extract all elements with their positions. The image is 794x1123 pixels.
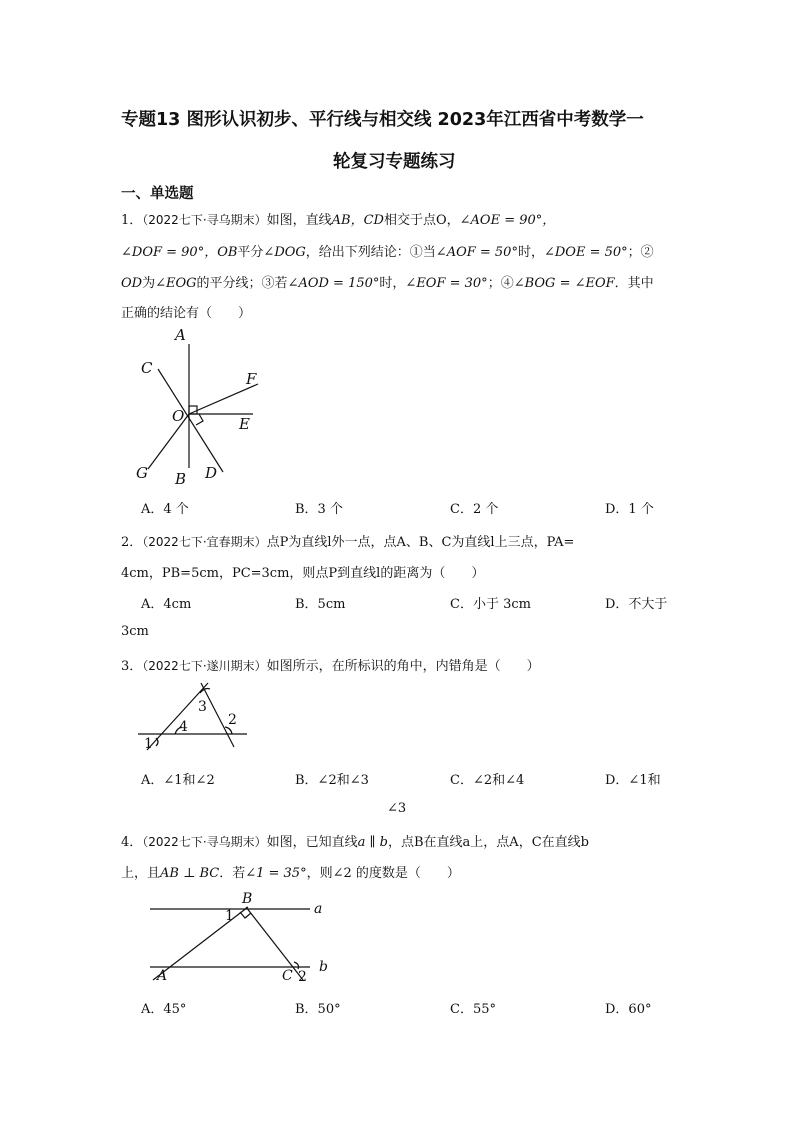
- label-line-a: a: [314, 901, 323, 917]
- q1-text: 如图，直线: [266, 213, 332, 228]
- label-b: B: [175, 470, 187, 488]
- label-o: O: [172, 407, 185, 425]
- q1-figure: [125, 322, 285, 492]
- segment-bc: [246, 907, 303, 980]
- q1-text: ，给出下列结论：①当: [305, 245, 436, 260]
- label-g: G: [136, 464, 148, 482]
- angle-label-4: 4: [179, 719, 188, 735]
- q3-text: 如图所示，在所标识的角中，内错角是（ ）: [266, 659, 540, 674]
- q3-figure: [135, 680, 255, 760]
- angle-label-1: 1: [225, 908, 234, 924]
- q2-option-d-continued: 3cm: [121, 624, 149, 639]
- label-b: B: [242, 891, 253, 907]
- q1-text: 相交于点O，: [383, 213, 460, 228]
- q4-text: 上，且: [121, 866, 161, 881]
- q1-math: AB，CD: [331, 213, 384, 228]
- q4-number: 4．: [121, 835, 143, 850]
- q2-option-b[interactable]: B．5cm: [295, 597, 346, 612]
- q2-option-d[interactable]: D．不大于: [605, 597, 668, 612]
- q1-math: ∠EOF = 30°: [405, 276, 488, 291]
- q1-line-3: [121, 272, 654, 291]
- q1-math: OD: [121, 276, 143, 291]
- q1-text: ．其中: [614, 276, 654, 291]
- angle-label-3: 3: [198, 699, 207, 715]
- label-d: D: [205, 464, 218, 482]
- q4-text: ，则∠2 的度数是（ ）: [306, 866, 460, 881]
- q1-option-d[interactable]: D．1 个: [605, 502, 654, 517]
- q1-math: ∠AOD = 150°: [287, 276, 380, 291]
- label-c: C: [282, 968, 293, 984]
- title-line-1: 专题13 图形认识初步、平行线与相交线 2023年江西省中考数学一: [121, 110, 644, 130]
- label-a: A: [175, 326, 186, 344]
- q1-text: ；④: [487, 276, 514, 291]
- q1-line-4: 正确的结论有（ ）: [121, 306, 252, 321]
- q1-option-c[interactable]: C．2 个: [450, 502, 499, 517]
- q1-line-2: [121, 241, 654, 260]
- arc-2: [294, 962, 299, 969]
- q1-text: 为: [142, 276, 156, 291]
- label-e: E: [239, 415, 250, 433]
- angle-label-2: 2: [298, 969, 307, 985]
- q4-option-b[interactable]: B．50°: [295, 1002, 341, 1017]
- q4-math: ∠1 = 35°: [245, 866, 307, 881]
- q3-number: 3．: [121, 659, 143, 674]
- right-angle-mark-b: [240, 912, 251, 918]
- q1-text: 平分: [237, 245, 264, 260]
- q3-option-d-continued: ∠3: [387, 801, 407, 816]
- label-a: A: [157, 968, 168, 984]
- q4-option-c[interactable]: C．55°: [450, 1002, 496, 1017]
- q1-text: ；②: [627, 245, 654, 260]
- q1-math: ∠AOF = 50°: [435, 245, 518, 260]
- q1-math: ∠DOE = 50°: [543, 245, 628, 260]
- q2-option-a[interactable]: A．4cm: [141, 597, 192, 612]
- q3-line-1: [121, 655, 540, 674]
- q4-text: 如图，已知直线: [266, 835, 358, 850]
- q2-number: 2．: [121, 535, 143, 550]
- angle-label-1: 1: [144, 736, 153, 752]
- q4-text: ．若: [219, 866, 246, 881]
- q2-option-c[interactable]: C．小于 3cm: [450, 597, 531, 612]
- q4-math: a ∥ b: [357, 835, 388, 850]
- line-cd: [158, 369, 223, 472]
- angle-label-2: 2: [228, 712, 237, 728]
- label-c: C: [141, 359, 153, 377]
- q1-math: ∠DOF = 90°，OB: [121, 245, 238, 260]
- q1-text: 的平分线；③若: [196, 276, 288, 291]
- q3-source: （2022七下·遂川期末）: [142, 659, 267, 673]
- q2-line-1: [121, 531, 574, 550]
- right-angle-mark-dof: [196, 414, 203, 425]
- q4-figure: [140, 888, 340, 988]
- q4-math: AB ⊥ BC: [160, 866, 220, 881]
- arc-1: [156, 738, 158, 746]
- q4-option-a[interactable]: A．45°: [141, 1002, 187, 1017]
- q1-math: ∠AOE = 90°，: [459, 213, 556, 228]
- ray-of: [189, 384, 258, 414]
- q1-math: ∠EOG: [155, 276, 197, 291]
- q3-option-b[interactable]: B．∠2和∠3: [295, 773, 369, 788]
- left-transversal: [147, 683, 208, 750]
- q1-number: 1．: [121, 213, 143, 228]
- q3-option-d[interactable]: D．∠1和: [605, 773, 661, 788]
- q1-line-1: [121, 209, 555, 228]
- q1-text: 时，: [517, 245, 544, 260]
- q1-math: ∠BOG = ∠EOF: [513, 276, 615, 291]
- q1-option-b[interactable]: B．3 个: [295, 502, 343, 517]
- section-heading: 一、单选题: [121, 186, 194, 202]
- q2-line-2: 4cm，PB=5cm，PC=3cm，则点P到直线l的距离为（ ）: [121, 566, 485, 581]
- q1-source: （2022七下·寻乌期末）: [142, 213, 267, 227]
- q4-line-1: [121, 831, 589, 850]
- title-line-2: 轮复习专题练习: [333, 152, 456, 172]
- q2-source: （2022七下·宜春期末）: [142, 535, 267, 549]
- q2-text: 点P为直线l外一点，点A、B、C为直线l上三点，PA=: [266, 535, 575, 550]
- q4-line-2: [121, 862, 460, 881]
- q4-text: ，点B在直线a上，点A，C在直线b: [388, 835, 589, 850]
- q1-option-a[interactable]: A．4 个: [141, 502, 189, 517]
- q3-option-c[interactable]: C．∠2和∠4: [450, 773, 525, 788]
- q3-option-a[interactable]: A．∠1和∠2: [141, 773, 215, 788]
- q4-source: （2022七下·寻乌期末）: [142, 835, 267, 849]
- label-line-b: b: [319, 959, 328, 975]
- label-f: F: [246, 370, 257, 388]
- q1-text: 时，: [379, 276, 406, 291]
- q4-option-d[interactable]: D．60°: [605, 1002, 652, 1017]
- q1-math: ∠DOG: [263, 245, 306, 260]
